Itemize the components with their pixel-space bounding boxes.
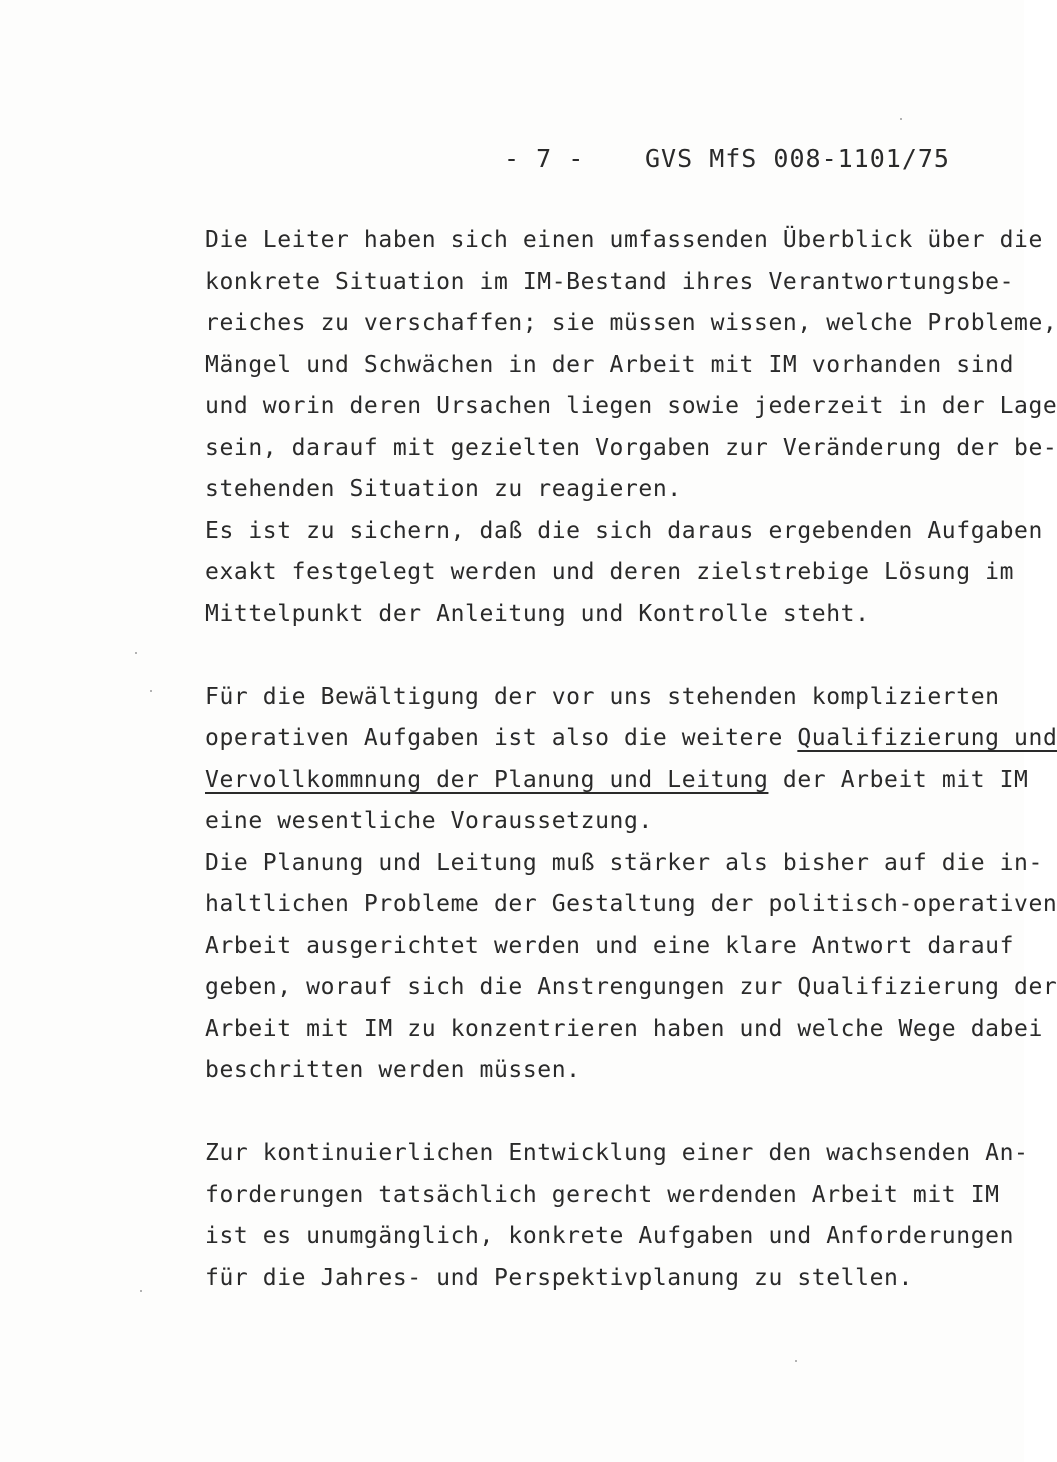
- text-line: Arbeit ausgerichtet werden und eine klare Antwort darauf: [205, 932, 1015, 959]
- text-line: eine wesentliche Voraussetzung.: [205, 808, 653, 834]
- paper-speck: [795, 1360, 797, 1362]
- text-line: Die Leiter haben sich einen umfassenden Überblick über die: [205, 227, 1043, 253]
- text-segment: der Arbeit mit IM: [768, 766, 1029, 793]
- text-line: sein, darauf mit gezielten Vorgaben zur Veränderung der be-: [205, 434, 1057, 461]
- text-line: Für die Bewältigung der vor uns stehenden komplizierten: [205, 683, 1000, 710]
- text-line: Mittelpunkt der Anleitung und Kontrolle steht.: [205, 600, 870, 627]
- text-line: haltlichen Probleme der Gestaltung der politisch-operativen: [205, 891, 1057, 917]
- paper-speck: [135, 652, 137, 654]
- text-line: [205, 718, 1057, 760]
- paper-speck: [900, 118, 902, 120]
- paragraph-gap: [205, 1092, 995, 1134]
- document-reference: GVS MfS 008-1101/75: [645, 144, 950, 173]
- text-line: beschritten werden müssen.: [205, 1057, 581, 1083]
- underlined-text: Vervollkommnung der Planung und Leitung: [205, 766, 769, 793]
- text-line: Zur kontinuierlichen Entwicklung einer den wachsenden An-: [205, 1140, 1029, 1166]
- underlined-text: Qualifizierung und: [797, 725, 1057, 751]
- paragraph-gap: [205, 635, 995, 677]
- page-number: - 7 -: [504, 144, 585, 173]
- text-segment: operativen Aufgaben ist also die weitere: [205, 725, 798, 751]
- page-header: [0, 144, 1024, 180]
- text-line: ist es unumgänglich, konkrete Aufgaben und Anforderungen: [205, 1223, 1015, 1249]
- paragraph-1: [205, 220, 1057, 635]
- paper-speck: [140, 1290, 142, 1292]
- paragraph-3: [205, 1133, 1029, 1299]
- text-line: für die Jahres- und Perspektivplanung zu stellen.: [205, 1264, 913, 1291]
- text-line: und worin deren Ursachen liegen sowie jederzeit in der Lage: [205, 393, 1057, 419]
- text-line: reiches zu verschaffen; sie müssen wissen, welche Probleme,: [205, 310, 1057, 336]
- text-line: konkrete Situation im IM-Bestand ihres Verantwortungsbe-: [205, 268, 1015, 295]
- paragraph-2: [205, 677, 1057, 1092]
- text-line: Mängel und Schwächen in der Arbeit mit IM vorhanden sind: [205, 351, 1015, 378]
- text-line: geben, worauf sich die Anstrengungen zur Qualifizierung der: [205, 974, 1057, 1000]
- body-text: [205, 220, 1057, 1299]
- text-line: [205, 760, 1029, 802]
- text-line: Arbeit mit IM zu konzentrieren haben und welche Wege dabei: [205, 1015, 1043, 1042]
- text-line: Die Planung und Leitung muß stärker als bisher auf die in-: [205, 849, 1043, 876]
- paper-speck: [150, 690, 152, 692]
- text-line: forderungen tatsächlich gerecht werdenden Arbeit mit IM: [205, 1181, 1000, 1208]
- text-line: Es ist zu sichern, daß die sich daraus ergebenden Aufgaben: [205, 517, 1043, 544]
- text-line: exakt festgelegt werden und deren zielstrebige Lösung im: [205, 559, 1015, 585]
- text-line: stehenden Situation zu reagieren.: [205, 476, 682, 502]
